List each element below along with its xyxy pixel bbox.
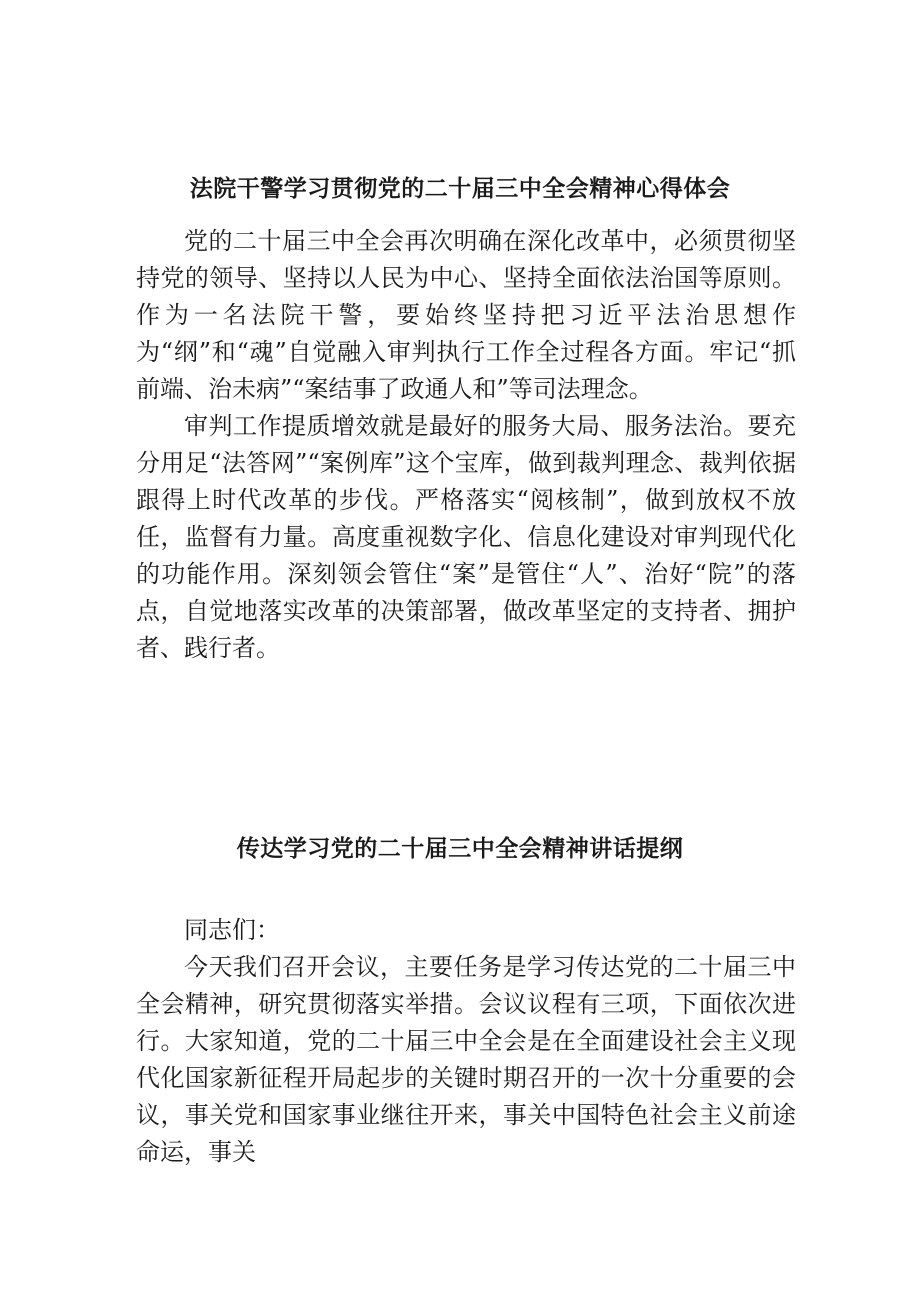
section-2-greeting: 同志们：	[184, 916, 280, 944]
section-1-title: 法院干警学习贯彻党的二十届三中全会精神心得体会	[189, 176, 731, 202]
section-2-paragraph-1: 今天我们召开会议，主要任务是学习传达党的二十届三中全会精神，研究贯彻落实举措。会议议程有三项，下面依次进行。大家知道，党的二十届三中全会是在全面建设社会主义现代化国家新征程开局起步的关键时期召开的一次十分重要的会议，事关党和国家事业继往开来，事关中国特色社会主义前途命运，事关	[136, 953, 796, 1166]
section-1-paragraph-2: 审判工作提质增效就是最好的服务大局、服务法治。要充分用足“法答网”“案例库”这个宝库，做到裁判理念、裁判依据跟得上时代改革的步伐。严格落实“阅核制”，做到放权不放任，监督有力量。高度重视数字化、信息化建设对审判现代化的功能作用。深刻领会管住“案”是管住“人”、治好“院”的落点，自觉地落实改革的决策部署，做改革坚定的支持者、拥护者、践行者。	[136, 412, 796, 662]
section-1-paragraph-1: 党的二十届三中全会再次明确在深化改革中，必须贯彻坚持党的领导、坚持以人民为中心、坚持全面依法治国等原则。作为一名法院干警，要始终坚持把习近平法治思想作为“纲”和“魂”自觉融入审判执行工作全过程各方面。牢记“抓前端、治未病”“案结事了政通人和”等司法理念。	[136, 227, 796, 403]
section-1-body	[136, 223, 796, 667]
section-2-title: 传达学习党的二十届三中全会精神讲话提纲	[236, 836, 684, 862]
section-2-body	[136, 912, 796, 1171]
